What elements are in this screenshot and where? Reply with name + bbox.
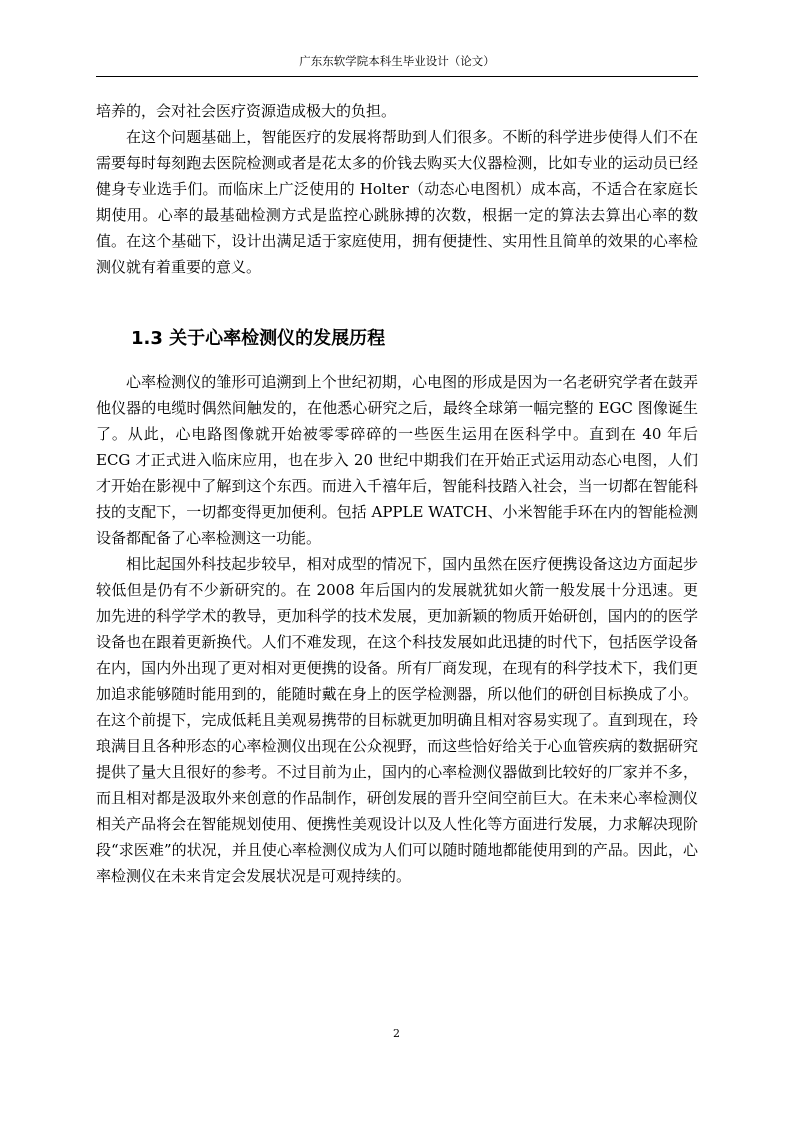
continued-paragraph: 培养的，会对社会医疗资源造成极大的负担。 [96, 102, 397, 120]
section-body [96, 369, 698, 889]
section-paragraph-1: 心率检测仪的雏形可追溯到上个世纪初期，心电图的形成是因为一名老研究学者在鼓弄他仪器的电缆时偶然间触发的，在他悉心研究之后，最终全球第一幅完整的 EGC 图像诞生了。从此，心电路图像就开始被零零碎碎的一些医生运用在医科学中。直到在 40 年后 ECG 才正式进入临床应用，也在步入 20 世纪中期我们在开始正式运用动态心电图，人们才开始在影视中了解到这个东西。而进入千禧年后，智能科技踏入社会，当一切都在智能科技的支配下，一切都变得更加便利。包括 APPLE WATCH、小米智能手环在内的智能检测设备都配备了心率检测这一功能。 [96, 373, 698, 547]
section-heading: 1.3 关于心率检测仪的发展历程 [131, 328, 386, 349]
intro-text [96, 98, 698, 280]
intro-paragraph: 在这个问题基础上，智能医疗的发展将帮助到人们很多。不断的科学进步使得人们不在需要每时每刻跑去医院检测或者是花太多的价钱去购买大仪器检测，比如专业的运动员已经健身专业选手们。而临床上广泛使用的 Holter（动态心电图机）成本高，不适合在家庭长期使用。心率的最基础检测方式是监控心跳脉搏的次数，根据一定的算法去算出心率的数值。在这个基础下，设计出满足适于家庭使用，拥有便捷性、实用性且简单的效果的心率检测仪就有着重要的意义。 [96, 128, 698, 276]
section-paragraph-2: 相比起国外科技起步较早，相对成型的情况下，国内虽然在医疗便携设备这边方面起步较低但是仍有不少新研究的。在 2008 年后国内的发展就犹如火箭一般发展十分迅速。更加先进的科学学术的教导，更加科学的技术发展，更加新颖的物质开始研创，国内的的医学设备也在跟着更新换代。人们不难发现，在这个科技发展如此迅捷的时代下，包括医学设备在内，国内外出现了更对相对更便携的设备。所有厂商发现，在现有的科学技术下，我们更加追求能够随时能用到的，能随时戴在身上的医学检测器，所以他们的研创目标换成了小。在这个前提下，完成低耗且美观易携带的目标就更加明确且相对容易实现了。直到现在，玲琅满目且各种形态的心率检测仪出现在公众视野，而这些恰好给关于心血管疾病的数据研究提供了量大且很好的参考。不过目前为止，国内的心率检测仪器做到比较好的厂家并不多，而且相对都是汲取外来创意的作品制作，研创发展的晋升空间空前巨大。在未来心率检测仪相关产品将会在智能规划使用、便携性美观设计以及人性化等方面进行发展，力求解决现阶段“求医难”的状况，并且使心率检测仪成为人们可以随时随地都能使用到的产品。因此，心率检测仪在未来肯定会发展状况是可观持续的。 [96, 555, 698, 885]
page-number: 2 [393, 1027, 400, 1040]
page-header [96, 52, 698, 77]
header-title: 广东东软学院本科生毕业设计（论文） [299, 54, 495, 68]
